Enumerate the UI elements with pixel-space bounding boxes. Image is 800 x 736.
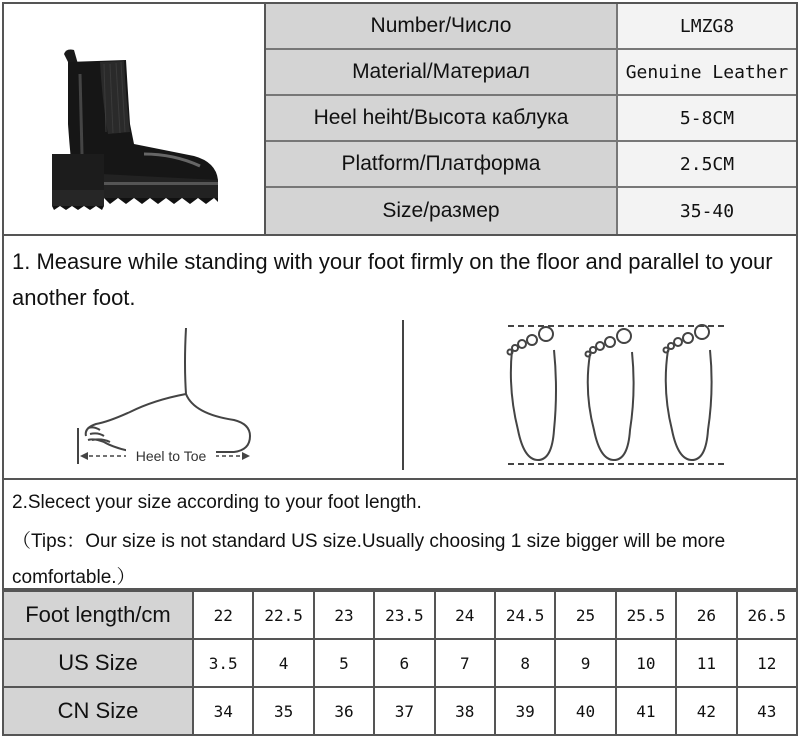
spec-key: Platform/Платформа: [266, 142, 618, 188]
spec-row-platform: [266, 142, 796, 188]
table-cell: 10: [616, 639, 676, 687]
table-cell: 4: [253, 639, 313, 687]
table-cell: 42: [676, 687, 736, 735]
table-cell: 5: [314, 639, 374, 687]
spec-key: Heel heiht/Высота каблука: [266, 96, 618, 142]
table-cell: 39: [495, 687, 555, 735]
table-cell: 8: [495, 639, 555, 687]
spec-value: 5-8CM: [618, 96, 796, 142]
table-cell: 23.5: [374, 591, 434, 639]
measure-divider: [402, 320, 404, 470]
table-cell: 22: [193, 591, 253, 639]
row-header: CN Size: [3, 687, 193, 735]
row-header: US Size: [3, 639, 193, 687]
row-header: Foot length/cm: [3, 591, 193, 639]
table-cell: 11: [676, 639, 736, 687]
spec-row-number: [266, 4, 796, 50]
choose-size-instruction: 2.Slecect your size according to your foot length.: [12, 492, 422, 513]
table-cell: 26.5: [737, 591, 797, 639]
spec-row-size: [266, 188, 796, 234]
table-cell: 7: [435, 639, 495, 687]
table-cell: 24.5: [495, 591, 555, 639]
table-cell: 36: [314, 687, 374, 735]
spec-value: LMZG8: [618, 4, 796, 50]
spec-row-heel-height: [266, 96, 796, 142]
table-cell: 6: [374, 639, 434, 687]
table-cell: 38: [435, 687, 495, 735]
table-cell: 9: [555, 639, 615, 687]
spec-key: Material/Материал: [266, 50, 618, 96]
table-cell: 25.5: [616, 591, 676, 639]
chelsea-boot-icon: [4, 4, 264, 234]
table-row: [3, 639, 797, 687]
table-cell: 23: [314, 591, 374, 639]
table-cell: 34: [193, 687, 253, 735]
table-cell: 37: [374, 687, 434, 735]
table-row: [3, 591, 797, 639]
table-cell: 3.5: [193, 639, 253, 687]
table-cell: 25: [555, 591, 615, 639]
table-cell: 24: [435, 591, 495, 639]
table-cell: 41: [616, 687, 676, 735]
heel-to-toe-label: Heel to Toe: [135, 448, 207, 464]
spec-row-material: [266, 50, 796, 96]
table-cell: 40: [555, 687, 615, 735]
spec-key: Number/Число: [266, 4, 618, 50]
choose-size-section: [2, 480, 798, 590]
size-chart-table: [2, 590, 798, 736]
spec-value: Genuine Leather: [618, 50, 796, 96]
product-spec-section: [2, 2, 798, 236]
table-cell: 35: [253, 687, 313, 735]
table-cell: 43: [737, 687, 797, 735]
measure-instructions-section: [2, 236, 798, 480]
foot-side-view-icon: [74, 324, 264, 464]
table-cell: 26: [676, 591, 736, 639]
table-row: [3, 687, 797, 735]
spec-value: 2.5CM: [618, 142, 796, 188]
foot-top-view-icon: [498, 320, 738, 470]
measure-instruction-text: 1. Measure while standing with your foot firmly on the floor and parallel to your another foot.: [12, 249, 773, 310]
table-cell: 22.5: [253, 591, 313, 639]
spec-value: 35-40: [618, 188, 796, 234]
size-tips-text: （Tips：Our size is not standard US size.Usually choosing 1 size bigger will be more comfortable.）: [12, 531, 726, 588]
table-cell: 12: [737, 639, 797, 687]
spec-key: Size/размер: [266, 188, 618, 234]
boot-image: [4, 4, 266, 234]
